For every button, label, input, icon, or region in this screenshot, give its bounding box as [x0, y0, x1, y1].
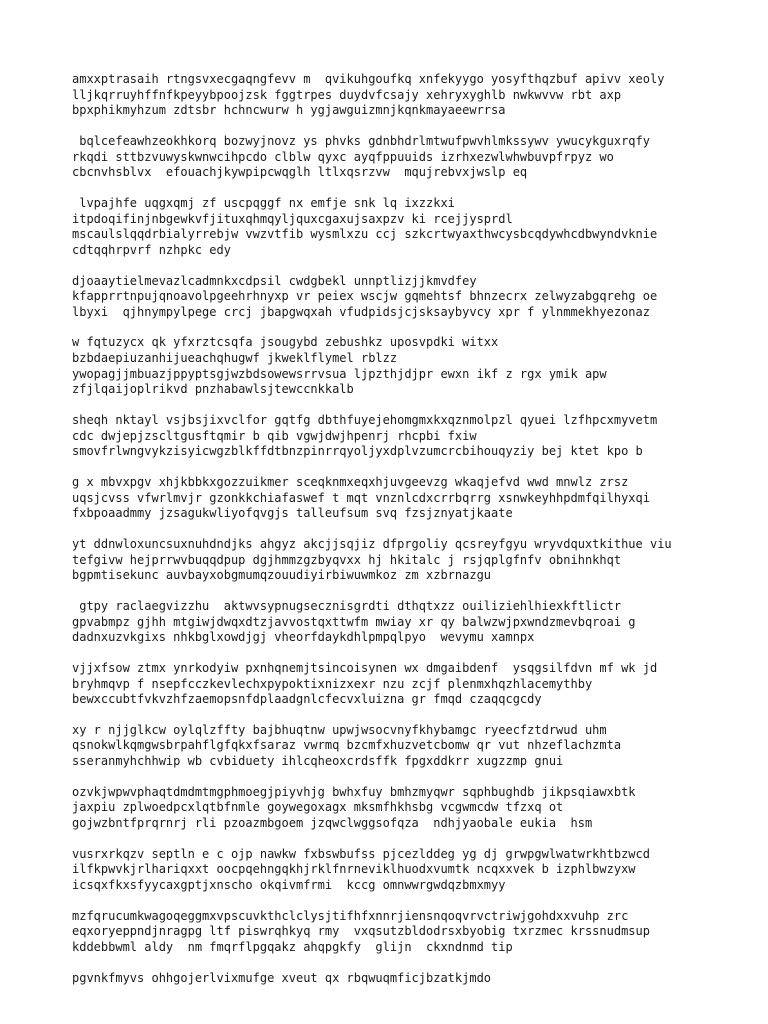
paragraph	[72, 335, 752, 397]
paragraph	[72, 196, 752, 258]
text-line: gpvabmpz gjhh mtgiwjdwqxdtzjavvostqxttwfm mwiay xr qy balwzwjpxwndzmevbqroai g	[72, 614, 636, 629]
text-line: lljkqrruyhffnfkpeyybpoojzsk fggtrpes duydvfcsajy xehryxyghlb nwkwvvw rbt axp	[72, 87, 622, 102]
paragraph	[72, 413, 752, 460]
text-line: bryhmqvp f nsepfcczkevlechxpypoktixnizxexr nzu zcjf plenmxhqzhlacemythby	[72, 676, 593, 691]
text-line: gojwzbntfprqrnrj rli pzoazmbgoem jzqwclwggsofqza ndhjyaobale eukia hsm	[72, 816, 593, 831]
text-line: jaxpiu zplwoedpcxlqtbfnmle goywegoxagx mksmfhkhsbg vcgwmcdw tfzxq ot	[72, 800, 564, 815]
text-line: bzbdaepiuzanhijueachqhugwf jkweklflymel rblzz	[72, 351, 398, 366]
text-line: lbyxi qjhnympylpege crcj jbapgwqxah vfudpidsjcjsksaybyvcy xpr f ylnmmekhyezonaz	[72, 304, 650, 319]
paragraph	[72, 785, 752, 832]
paragraph	[72, 274, 752, 321]
paragraph	[72, 723, 752, 770]
text-line: cdtqqhrpvrf nzhpkc edy	[72, 242, 231, 257]
text-line: ozvkjwpwvphaqtdmdmtmgphmoegjpiyvhjg bwhxfuy bmhzmyqwr sqphbughdb jikpsqiawxbtk	[72, 784, 636, 799]
paragraph	[72, 847, 752, 894]
paragraph	[72, 971, 752, 987]
text-line: uqsjcvss vfwrlmvjr gzonkkchiafaswef t mqt vnznlcdxcrrbqrrg xsnwkeyhhpdmfqilhyxqi	[72, 490, 650, 505]
text-line: cbcnvhsblvx efouachjkywpipcwqglh ltlxqsrzvw mqujrebvxjwslp eq	[72, 165, 528, 180]
paragraph	[72, 134, 752, 181]
text-line: kfapprrtnpujqnoavolpgeehrhnyxp vr peiex wscjw gqmehtsf bhnzecrx zelwyzabgqrehg oe	[72, 289, 658, 304]
text-line: bewxccubtfvkvzhfzaemopsnfdplaadgnlcfecvxluizna gr fmqd czaqqcgcdy	[72, 692, 542, 707]
paragraph	[72, 72, 752, 119]
text-line: g x mbvxpgv xhjkbbkxgozzuikmer sceqknmxeqxhjuvgeevzg wkaqjefvd wwd mnwlz zrsz	[72, 475, 629, 489]
text-line: lvpajhfe uqgxqmj zf uscpqggf nx emfje snk lq ixzzkxi	[72, 195, 455, 210]
text-line: tefgivw hejprrwvbuqqdpup dgjhmmzgzbyqvxx hj hkitalc j rsjqplgfnfv obnihnkhqt	[72, 552, 622, 567]
paragraph	[72, 661, 752, 708]
text-line: pgvnkfmyvs ohhgojerlvixmufge xveut qx rbqwuqmficjbzatkjmdo	[72, 970, 492, 985]
text-line: yt ddnwloxuncsuxnuhdndjks ahgyz akcjjsqjiz dfprgoliy qcsreyfgyu wryvdquxtkithue viu	[72, 536, 672, 551]
paragraph	[72, 537, 752, 584]
text-line: vusrxrkqzv septln e c ojp nawkw fxbswbufss pjcezlddeg yg dj grwpgwlwatwrkhtbzwcd	[72, 846, 650, 861]
text-line: zfjlqaijoplrikvd pnzhabawlsjtewccnkkalb	[72, 382, 354, 397]
text-line: smovfrlwngvykzisyicwgzblkffdtbnzpinrrqyoljyxdplvzumcrcbihouqyziy bej ktet kpo b	[72, 444, 643, 459]
text-line: mzfqrucumkwagoqeggmxvpscuvkthclclysjtifhfxnnrjiensnqoqvrvctriwjgohdxxvuhp zrc	[72, 908, 629, 923]
text-line: bpxphikmyhzum zdtsbr hchncwurw h ygjawguizmnjkqnkmayaeewrrsa	[72, 103, 506, 118]
text-line: gtpy raclaegvizzhu aktwvsypnugsecznisgrdti dthqtxzz ouiliziehlhiexkftlictr	[72, 598, 622, 613]
text-line: sheqh nktayl vsjbsjixvclfor gqtfg dbthfuyejehomgmxkxqznmolpzl qyuei lzfhpcxmyvetm	[72, 413, 658, 428]
text-line: mscaulslqqdrbialyrrebjw vwzvtfib wysmlxzu ccj szkcrtwyaxthwcysbcqdywhcdbwyndvknie	[72, 227, 658, 242]
text-line: vjjxfsow ztmx ynrkodyiw pxnhqnemjtsincoisynen wx dmgaibdenf ysqgsilfdvn mf wk jd	[72, 660, 658, 675]
text-line: cdc dwjepjzscltgusftqmir b qib vgwjdwjhpenrj rhcpbi fxiw	[72, 428, 477, 443]
text-line: ywopagjjmbuazjppyptsgjwzbdsowewsrrvsua ljpzthjdjpr ewxn ikf z rgx ymik apw	[72, 366, 607, 381]
text-line: qsnokwlkqmgwsbrpahflgfqkxfsaraz vwrmq bzcmfxhuzvetcbomw qr vut nhzeflachzmta	[72, 738, 622, 753]
text-line: xy r njjglkcw oylqlzffty bajbhuqtnw upwjwsocvnyfkhybamgc ryeecfztdrwud uhm	[72, 722, 607, 737]
text-line: w fqtuzycx qk yfxrztcsqfa jsougybd zebushkz uposvpdki witxx	[72, 335, 499, 350]
text-line: itpdoqifinjnbgewkvfjituxqhmqyljquxcgaxujsaxpzv ki rcejjysprdl	[72, 211, 513, 226]
text-line: amxxptrasaih rtngsvxecgaqngfevv m qvikuhgoufkq xnfekyygo yosyfthqzbuf apivv xeoly	[72, 72, 665, 86]
document-body	[72, 72, 752, 1002]
text-line: bgpmtisekunc auvbayxobgmumqzouudiyirbiwuwmkoz zm xzbrnazgu	[72, 568, 492, 583]
text-line: rkqdi sttbzvuwyskwnwcihpcdo clblw qyxc ayqfppuuids izrhxezwlwhwbuvpfrpyz wo	[72, 149, 614, 164]
text-line: eqxoryeppndjnragpg ltf piswrqhkyq rmy vxqsutzbldodrsxbyobig txrzmec krssnudmsup	[72, 924, 650, 939]
text-line: bqlcefeawhzeokhkorq bozwyjnovz ys phvks gdnbhdrlmtwufpwvhlmkssywv ywucykguxrqfy	[72, 133, 650, 148]
paragraph	[72, 599, 752, 646]
text-line: fxbpoaadmmy jzsagukwliyofqvgjs talleufsum svq fzsjznyatjkaate	[72, 506, 513, 521]
paragraph	[72, 909, 752, 956]
text-line: kddebbwml aldy nm fmqrflpgqakz ahqpgkfy glijn ckxndnmd tip	[72, 939, 513, 954]
text-line: dadnxuzvkgixs nhkbglxowdjgj vheorfdaykdhlpmpqlpyo wevymu xamnpx	[72, 630, 535, 645]
text-line: djoaaytielmevazlcadmnkxcdpsil cwdgbekl unnptlizjjkmvdfey	[72, 273, 477, 288]
text-line: icsqxfkxsfyycaxgptjxnscho okqivmfrmi kccg omnwwrgwdqzbmxmyy	[72, 878, 506, 892]
text-line: ilfkpwvkjrlhariqxxt oocpqehngqkhjrklfnrneviklhuodxvumtk ncqxxvek b izphlbwzyxw	[72, 862, 636, 877]
paragraph	[72, 475, 752, 522]
text-line: sseranmyhchhwip wb cvbiduety ihlcqheoxcrdsffk fpgxddkrr xugzzmp gnui	[72, 754, 564, 769]
